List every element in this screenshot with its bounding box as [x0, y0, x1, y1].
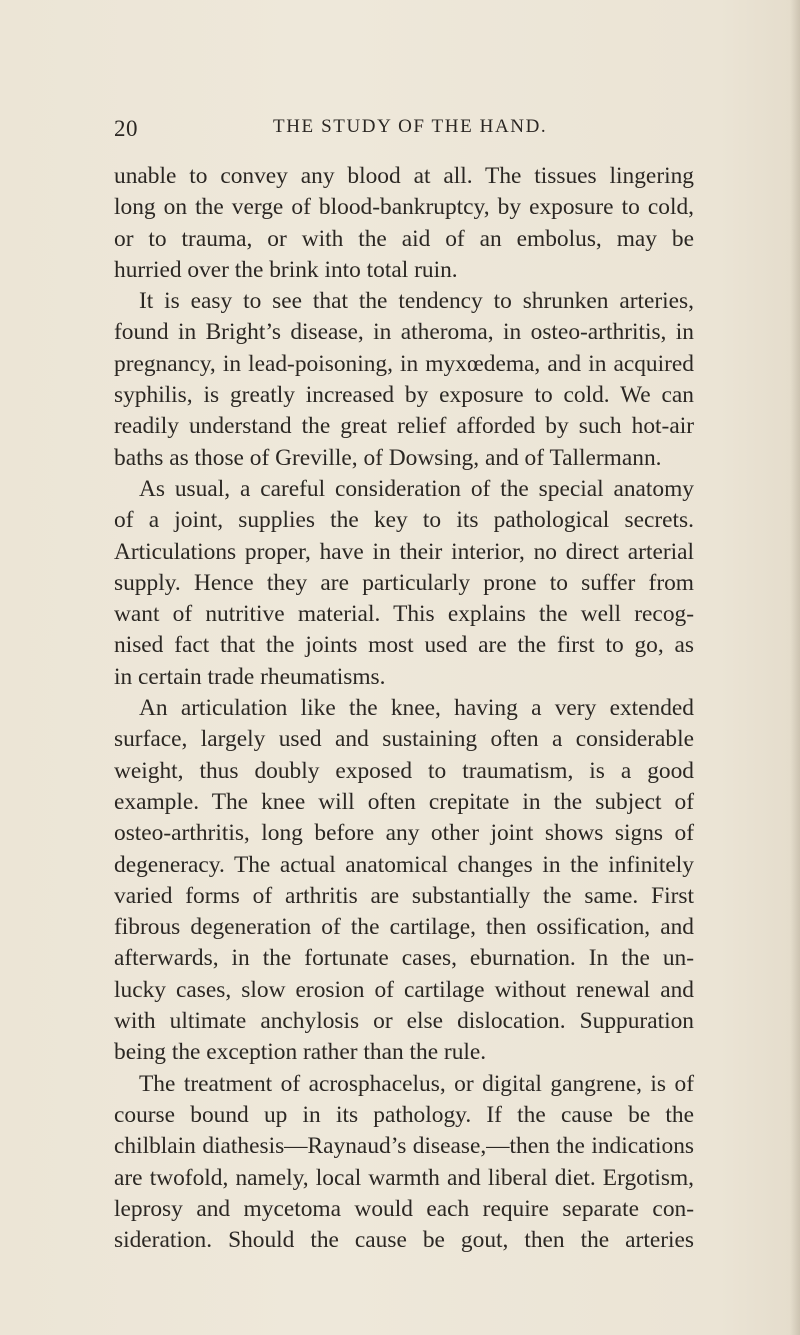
text-line: course bound up in its pathology. If the cause be the	[114, 1101, 694, 1128]
text-line: surface, largely used and sustaining often a considerable	[114, 726, 694, 753]
text-line: degeneracy. The actual anatomical changes in the infinitely	[114, 851, 694, 878]
text-line: fibrous degeneration of the cartilage, then ossification, and	[114, 914, 694, 941]
text-line: sideration. Should the cause be gout, then the arteries	[114, 1227, 694, 1254]
text-line: example. The knee will often crepitate in the subject of	[114, 788, 694, 815]
text-line: weight, thus doubly exposed to traumatism, is a good	[114, 757, 694, 784]
text-line: long on the verge of blood-bankruptcy, by exposure to cold,	[114, 194, 694, 221]
body-text	[114, 161, 694, 1256]
text-line: osteo-arthritis, long before any other joint shows signs of	[114, 820, 694, 847]
text-line: in certain trade rheumatisms.	[114, 663, 386, 690]
page-edge-shadow	[790, 0, 800, 1335]
text-line: As usual, a careful consideration of the special anatomy	[139, 475, 694, 502]
text-line: with ultimate anchylosis or else dislocation. Suppuration	[114, 1008, 694, 1035]
text-line: readily understand the great relief afforded by such hot-air	[114, 413, 694, 440]
text-line: baths as those of Greville, of Dowsing, and of Tallermann.	[114, 444, 662, 471]
text-line: hurried over the brink into total ruin.	[114, 256, 458, 283]
text-line: Articulations proper, have in their interior, no direct arterial	[114, 538, 694, 565]
text-line: An articulation like the knee, having a very extended	[139, 695, 694, 722]
text-line: being the exception rather than the rule.	[114, 1039, 487, 1066]
page-number: 20	[114, 116, 138, 141]
text-line: of a joint, supplies the key to its pathological secrets.	[114, 507, 694, 534]
text-line: pregnancy, in lead-poisoning, in myxœdema, and in acquired	[114, 350, 694, 377]
text-line: supply. Hence they are particularly prone to suffer from	[114, 569, 694, 596]
text-line: unable to convey any blood at all. The tissues lingering	[114, 163, 694, 189]
text-line: are twofold, namely, local warmth and liberal diet. Ergotism,	[114, 1164, 694, 1191]
text-line: It is easy to see that the tendency to shrunken arteries,	[139, 288, 694, 315]
text-line: or to trauma, or with the aid of an embolus, may be	[114, 225, 694, 252]
text-line: afterwards, in the fortunate cases, eburnation. In the un-	[114, 945, 694, 972]
text-line: found in Bright’s disease, in atheroma, in osteo-arthritis, in	[114, 319, 694, 346]
text-line: chilblain diathesis—Raynaud’s disease,—then the indications	[114, 1133, 694, 1160]
text-line: nised fact that the joints most used are the first to go, as	[114, 632, 694, 659]
text-line: lucky cases, slow erosion of cartilage without renewal and	[114, 976, 694, 1003]
text-line: syphilis, is greatly increased by exposure to cold. We can	[114, 382, 694, 409]
text-line: varied forms of arthritis are substantially the same. First	[114, 882, 694, 909]
running-head: THE STUDY OF THE HAND.	[273, 116, 548, 137]
text-line: The treatment of acrosphacelus, or digital gangrene, is of	[139, 1070, 694, 1097]
text-line: want of nutritive material. This explains the well recog-	[114, 601, 694, 628]
page-header	[114, 116, 714, 146]
text-line: leprosy and mycetoma would each require separate con-	[114, 1195, 694, 1222]
